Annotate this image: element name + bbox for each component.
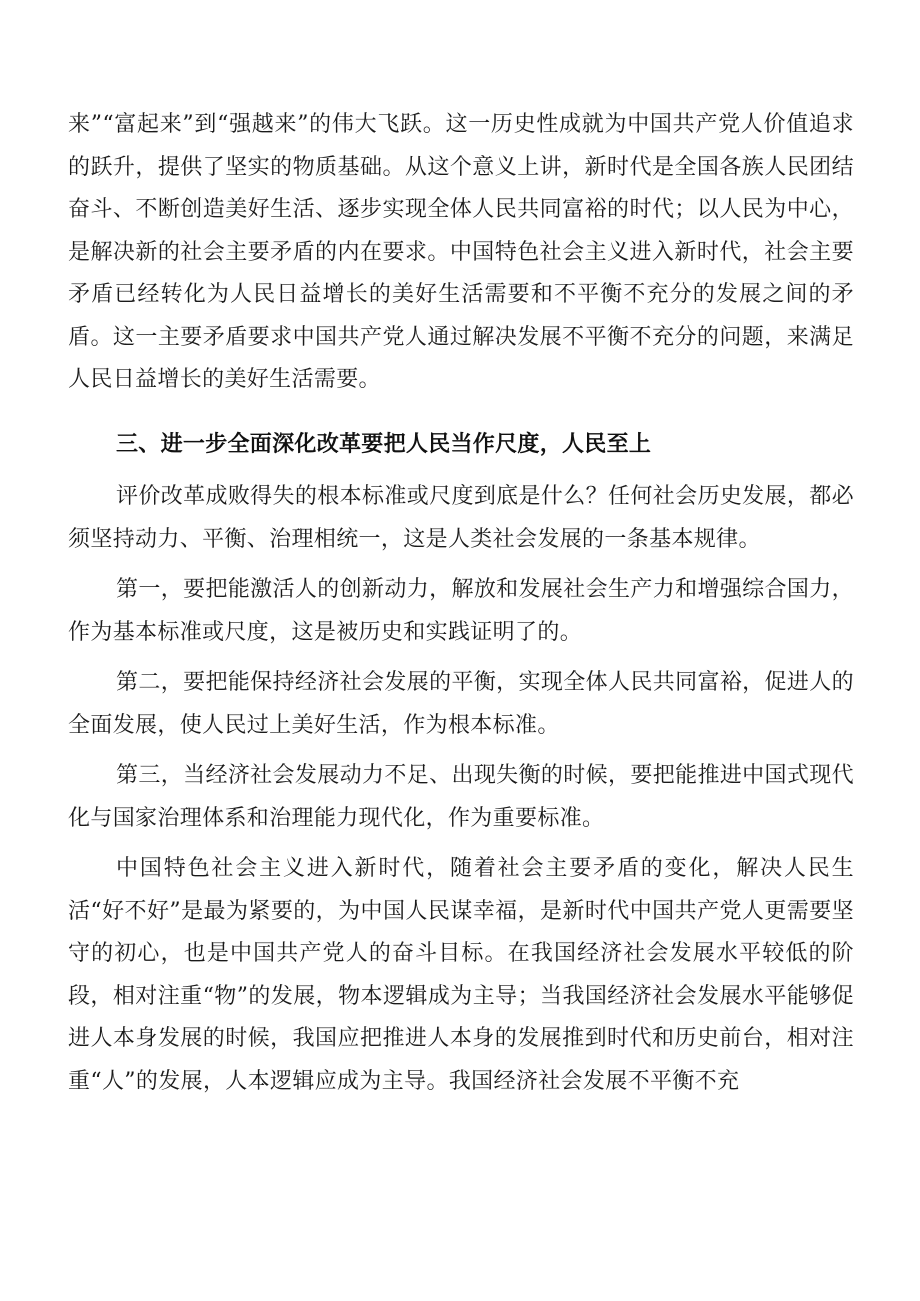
- section-heading: 三、进一步全面深化改革要把人民当作尺度，人民至上: [116, 431, 652, 457]
- body-paragraph: 第一，要把能激活人的创新动力，解放和发展社会生产力和增强综合国力，作为基本标准或尺度，这是被历史和实践证明了的。: [68, 577, 854, 645]
- body-paragraph: 中国特色社会主义进入新时代，随着社会主要矛盾的变化，解决人民生活“好不好”是最为紧要的，为中国人民谋幸福，是新时代中国共产党人更需要坚守的初心，也是中国共产党人的奋斗目标。在我国经济社会发展水平较低的阶段，相对注重“物”的发展，物本逻辑成为主导；当我国经济社会发展水平能够促进人本身发展的时候，我国应把推进人本身的发展推到时代和历史前台，相对注重“人”的发展，人本逻辑应成为主导。我国经济社会发展不平衡不充: [68, 856, 854, 1094]
- body-paragraph-continued: 来”“富起来”到“强越来”的伟大飞跃。这一历史性成就为中国共产党人价值追求的跃升，提供了坚实的物质基础。从这个意义上讲，新时代是全国各族人民团结奋斗、不断创造美好生活、逐步实现全体人民共同富裕的时代；以人民为中心，是解决新的社会主要矛盾的内在要求。中国特色社会主义进入新时代，社会主要矛盾已经转化为人民日益增长的美好生活需要和不平衡不充分的发展之间的矛盾。这一主要矛盾要求中国共产党人通过解决发展不平衡不充分的问题，来满足人民日益增长的美好生活需要。: [68, 112, 854, 392]
- body-paragraph: 评价改革成败得失的根本标准或尺度到底是什么？任何社会历史发展，都必须坚持动力、平衡、治理相统一，这是人类社会发展的一条基本规律。: [68, 484, 854, 552]
- body-paragraph: 第二，要把能保持经济社会发展的平衡，实现全体人民共同富裕，促进人的全面发展，使人民过上美好生活，作为根本标准。: [68, 670, 854, 738]
- body-paragraph: 第三，当经济社会发展动力不足、出现失衡的时候，要把能推进中国式现代化与国家治理体系和治理能力现代化，作为重要标准。: [68, 763, 854, 831]
